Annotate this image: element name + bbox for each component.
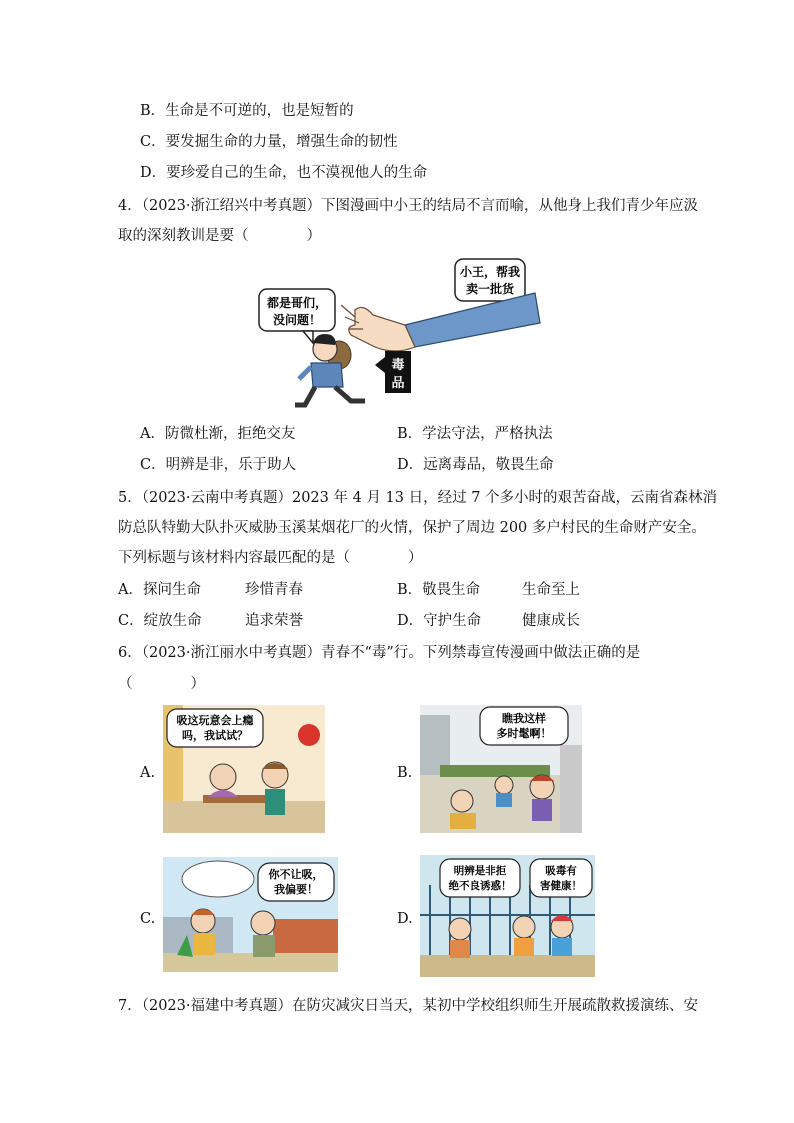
drugs-sign	[375, 351, 411, 393]
q5-option-a-2: 珍惜青春	[245, 582, 303, 598]
q6-bubble-a-line1: 吸这玩意会上瘾	[176, 714, 254, 727]
q6-bubble-d1-line1: 明辨是非拒	[453, 865, 507, 877]
q4-option-d: D．远离毒品，敬畏生命	[397, 457, 554, 473]
q4-bubble-left-line1: 都是哥们，	[266, 296, 328, 310]
q4-bubble-right-line2: 卖一批货	[465, 282, 515, 296]
q4-bubble-right-line1: 小王，帮我	[459, 265, 521, 279]
q6-panel-b	[420, 705, 582, 833]
q6-label-c: C.	[140, 911, 156, 927]
q5-option-b-2: 生命至上	[522, 582, 580, 598]
q5-option-a-1: A．探问生命	[118, 582, 201, 598]
q6-stem-line2: （ ）	[118, 676, 205, 692]
q5-option-d-2: 健康成长	[522, 613, 580, 629]
q6-bubble-c-line2: 我偏要！	[274, 883, 318, 896]
q4-bubble-left-line2: 没问题！	[272, 313, 322, 327]
q3-option-c: C．要发掘生命的力量，增强生命的韧性	[140, 134, 398, 150]
q3-option-b: B．生命是不可逆的，也是短暂的	[140, 103, 354, 119]
drugs-sign-char1: 毒	[391, 358, 405, 373]
q5-stem-line1: 5．（2023·云南中考真题）2023 年 4 月 13 日，经过 7 个多小时的艰苦奋战，云南省森林消	[118, 490, 718, 506]
q7-stem-line1: 7．（2023·福建中考真题）在防灾减灾日当天，某初中学校组织师生开展疏散救援演练、安	[118, 998, 698, 1014]
q6-bubble-d1-line2: 绝不良诱惑！	[448, 880, 512, 892]
q6-panel-a	[163, 705, 325, 833]
q6-label-d: D.	[397, 911, 413, 927]
running-man-icon	[295, 334, 365, 405]
q4-cartoon	[255, 255, 545, 415]
q6-bubble-b-line1: 瞧我这样	[502, 712, 546, 725]
q6-bubble-a-line2: 吗，我试试？	[182, 729, 248, 742]
q6-label-a: A.	[140, 765, 156, 781]
q5-stem-line2: 防总队特勤大队扑灭威胁玉溪某烟花厂的火情，保护了周边 200 多户村民的生命财产安全。	[118, 520, 706, 536]
lantern-icon	[298, 724, 320, 746]
drugs-sign-char2: 品	[391, 376, 405, 391]
q4-bubble-right	[455, 259, 525, 301]
q5-stem-line3: 下列标题与该材料内容最匹配的是（ ）	[118, 550, 423, 566]
q3-option-d: D．要珍爱自己的生命，也不漠视他人的生命	[140, 165, 428, 181]
q5-option-c-2: 追求荣誉	[245, 613, 303, 629]
q6-bubble-d2-line2: 害健康！	[540, 880, 582, 892]
q6-bubble-d2-line1: 吸毒有	[545, 865, 577, 877]
pushing-hand-icon	[341, 293, 540, 351]
q6-bubble-b-line2: 多时髦啊！	[496, 727, 552, 740]
q5-option-b-1: B．敬畏生命	[397, 582, 481, 598]
q5-option-c-1: C．绽放生命	[118, 613, 202, 629]
q6-label-b: B.	[397, 765, 413, 781]
q4-stem-line2: 取的深刻教训是要（ ）	[118, 228, 321, 244]
q4-option-b: B．学法守法，严格执法	[397, 426, 553, 442]
q4-option-c: C．明辨是非，乐于助人	[140, 457, 297, 473]
q4-option-a: A．防微杜渐，拒绝交友	[140, 426, 296, 442]
q6-stem-line1: 6．（2023·浙江丽水中考真题）青春不“毒”行。下列禁毒宣传漫画中做法正确的是	[118, 645, 641, 661]
q6-panel-d	[420, 855, 595, 977]
q5-option-d-1: D．守护生命	[397, 613, 482, 629]
q4-stem-line1: 4．（2023·浙江绍兴中考真题）下图漫画中小王的结局不言而喻，从他身上我们青少年应汲	[118, 198, 698, 214]
q6-bubble-c-line1: 你不让吸，	[268, 868, 324, 881]
q6-panel-c	[163, 857, 338, 972]
